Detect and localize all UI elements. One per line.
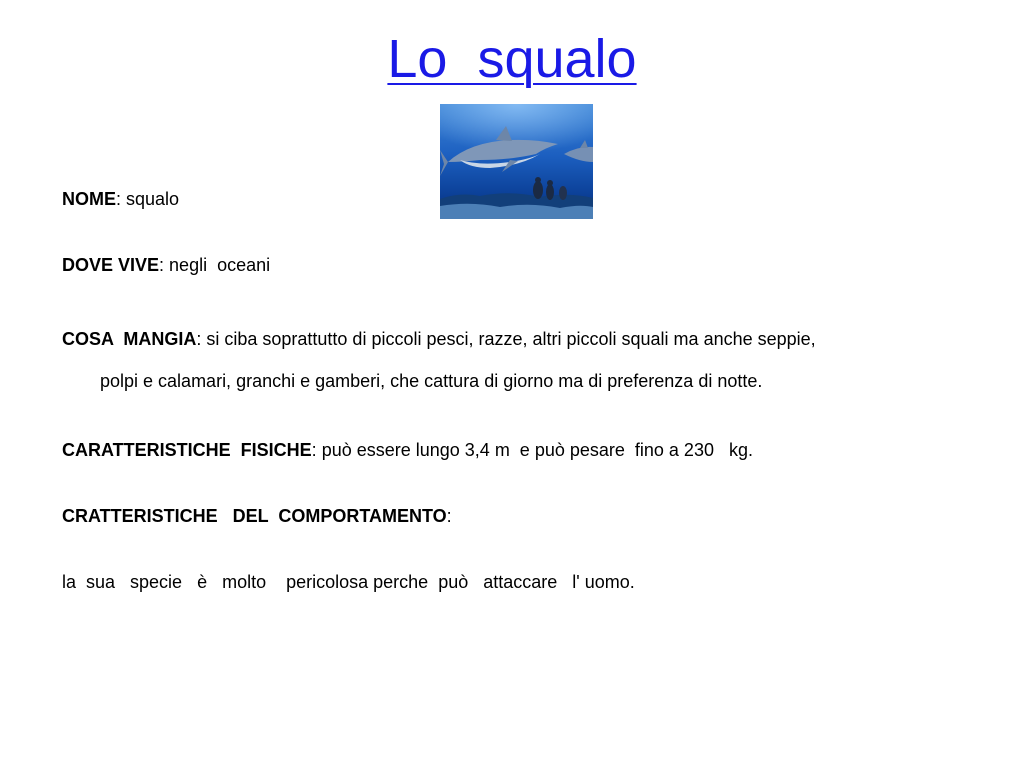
- cosa-mangia-label: COSA MANGIA: [62, 329, 197, 349]
- caratteristiche-fisiche-label: CARATTERISTICHE FISICHE: [62, 440, 312, 460]
- cosa-mangia-separator: :: [196, 329, 207, 349]
- cosa-mangia-value-line2: polpi e calamari, granchi e gamberi, che cattura di giorno ma di preferenza di notte.: [100, 371, 763, 391]
- comportamento-heading: [62, 505, 452, 527]
- caratteristiche-fisiche-value: può essere lungo 3,4 m e può pesare fino a 230 kg.: [321, 440, 753, 460]
- dove-vive-separator: :: [159, 255, 170, 275]
- nome-label: NOME: [62, 189, 116, 209]
- shark-photo: [440, 104, 593, 219]
- cosa-mangia-row: [62, 328, 816, 350]
- caratteristiche-fisiche-separator: :: [311, 440, 322, 460]
- dove-vive-row: [62, 254, 270, 276]
- comportamento-value: la sua specie è molto pericolosa perche può attaccare l' uomo.: [62, 572, 635, 592]
- cosa-mangia-value-line1: si ciba soprattutto di piccoli pesci, razze, altri piccoli squali ma anche seppie,: [206, 329, 816, 349]
- slide-title-link[interactable]: Lo squalo: [387, 29, 637, 89]
- nome-value: squalo: [126, 189, 180, 209]
- nome-row: [62, 188, 179, 210]
- dove-vive-value: negli oceani: [169, 255, 271, 275]
- dove-vive-label: DOVE VIVE: [62, 255, 160, 275]
- caratteristiche-fisiche-row: [62, 439, 753, 461]
- comportamento-label: CRATTERISTICHE DEL COMPORTAMENTO: [62, 506, 447, 526]
- comportamento-separator: :: [446, 506, 452, 526]
- nome-separator: :: [116, 189, 127, 209]
